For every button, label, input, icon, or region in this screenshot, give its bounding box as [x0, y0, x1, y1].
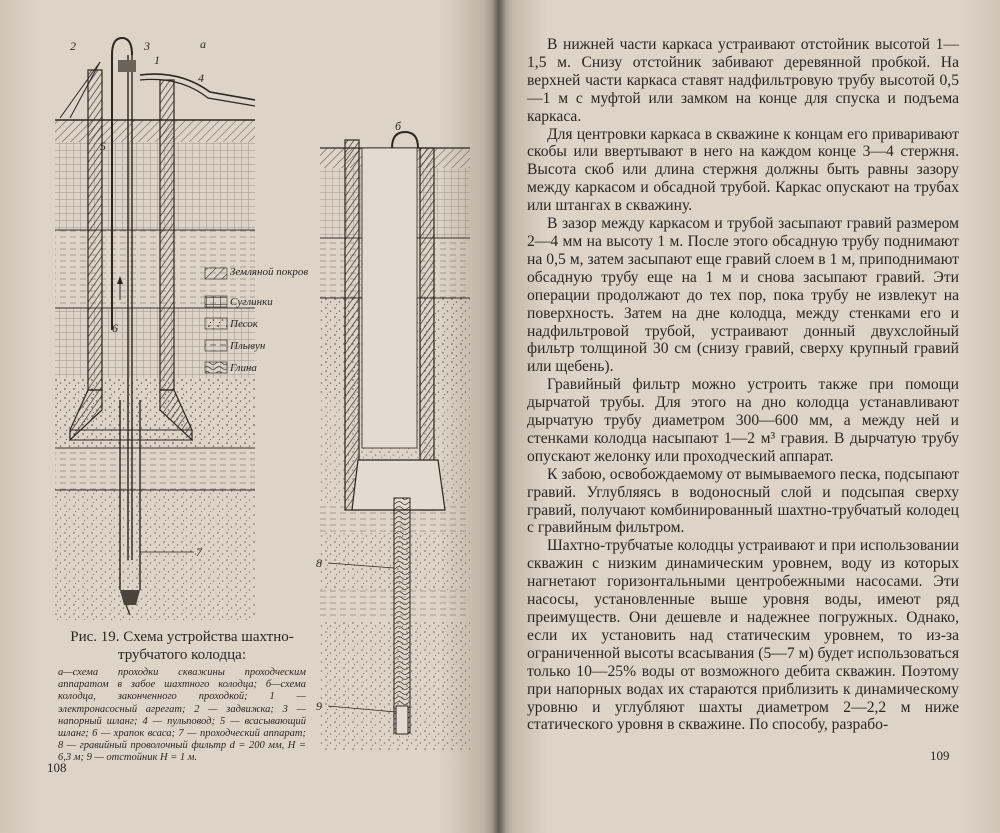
page-number-right: 109 — [930, 748, 950, 763]
panel-b-label: б — [395, 119, 402, 133]
panel-b-diagram — [316, 119, 470, 750]
callout-7: 7 — [196, 545, 202, 559]
legend-label-clay: Глина — [230, 362, 257, 374]
callout-4: 4 — [198, 71, 204, 85]
callout-8: 8 — [316, 556, 322, 570]
callout-1: 1 — [154, 53, 160, 67]
callout-5: 5 — [100, 139, 106, 153]
callout-2: 2 — [70, 39, 76, 53]
caption-title: Рис. 19. Схема устройства шахтно-трубчатого колодца: — [70, 629, 294, 663]
paragraph-4: Гравийный фильтр можно устроить также при помощи дырчатой трубы. Для этого на дно колодца устанавливают дырчатую трубу диаметром 300—600 мм, а между ней и стенками колодца насыпают 1—2 м³ гравия. В дырчатую трубу опускают желонку или проходческий аппарат. — [527, 376, 959, 465]
callout-9: 9 — [316, 699, 322, 713]
legend-label-soil: Земляной покров — [230, 266, 309, 278]
legend-label-loam: Суглинки — [230, 296, 273, 308]
legend-swatch-sand — [205, 318, 227, 329]
paragraph-5: К забою, освобождаемому от вымываемого песка, подсыпают гравий. Углубляясь в водоносный слой и подсыпая сверху гравий, получают комбинированный шахтно-трубчатый колодец с гравийным фильтром. — [527, 465, 959, 537]
callout-6: 6 — [112, 321, 118, 335]
legend-label-sand: Песок — [230, 318, 258, 330]
paragraph-1: В нижней части каркаса устраивают отстойник высотой 1—1,5 м. Снизу отстойник забивают деревянной пробкой. На верхней части каркаса ставят надфильтровую трубу высотой 0,5—1 м с муфтой или замком на конце для спуска и подъема каркаса. — [527, 36, 959, 125]
legend-swatch-clay — [205, 362, 227, 373]
panel-a-label: а — [200, 37, 206, 51]
page-number-left: 108 — [47, 760, 67, 775]
paragraph-3: В зазор между каркасом и трубой засыпают гравий размером 2—4 мм на высоту 1 м. После этого обсадную трубу поднимают на 0,5 м, затем засыпают еще гравий слоем в 1 м, приподнимают обсадную трубу еще на 1 м и снова засыпают гравий. Эти операции продолжают до тех пор, пока трубу не извлекут на поверхность. Затем на дне колодца, между стенками его и надфильтровой трубой, устраивают донный двухслойный фильтр толщиной 30 см (снизу гравий, сверху крупный гравий или щебень). — [527, 215, 959, 376]
legend-swatch-loam — [205, 296, 227, 307]
figure-caption — [58, 628, 306, 765]
paragraph-6: Шахтно-трубчатые колодцы устраивают и при использовании скважин с низким динамическим уровнем, воду из которых нагнетают горизонтальными центробежными насосами. Эти насосы, установленные выше уровня воды, имеют ряд преимуществ. Они дешевле и надежнее погружных. Однако, если их установить над статическим уровнем, то из-за ограниченной высоты всасывания (5—7 м) будет использоваться только 10—25% воды от возможного дебита скважин. Поэтому при напорных водах их стараются приблизить к динамическому уровню и углубляют шахты диаметром 2—2,2 м ниже статического уровня в скважине. По способу, разрабо- — [527, 537, 959, 734]
body-text — [527, 36, 959, 734]
callout-3: 3 — [144, 39, 150, 53]
paragraph-2: Для центровки каркаса в скважине к концам его приваривают скобы или ввертывают в него на каждом конце 3—4 стержня. Высота скоб или длина стержня должны быть равны зазору между каркасом и обсадной трубой. Каркас опускают на трубах или штангах в скважину. — [527, 125, 959, 215]
legend-swatch-quicksand — [205, 340, 227, 351]
legend-swatch-soil — [205, 268, 227, 279]
legend-label-quicksand: Плывун — [230, 340, 266, 352]
caption-body: а—схема проходки скважины проходческим аппаратом в забое шахтного колодца; б—схема колодца, законченного проходкой; 1 — электронасосный агрегат; 2 — задвижка; 3 — напорный шланг; 4 — пульповод; 5 — всасывающий шланг; 6 — храпок всаса; 7 — проходческий аппарат; 8 — гравийный проволочный фильтр d = 200 мм, H = 6,3 м; 9 — отстойник H = 1 м. — [58, 667, 306, 764]
